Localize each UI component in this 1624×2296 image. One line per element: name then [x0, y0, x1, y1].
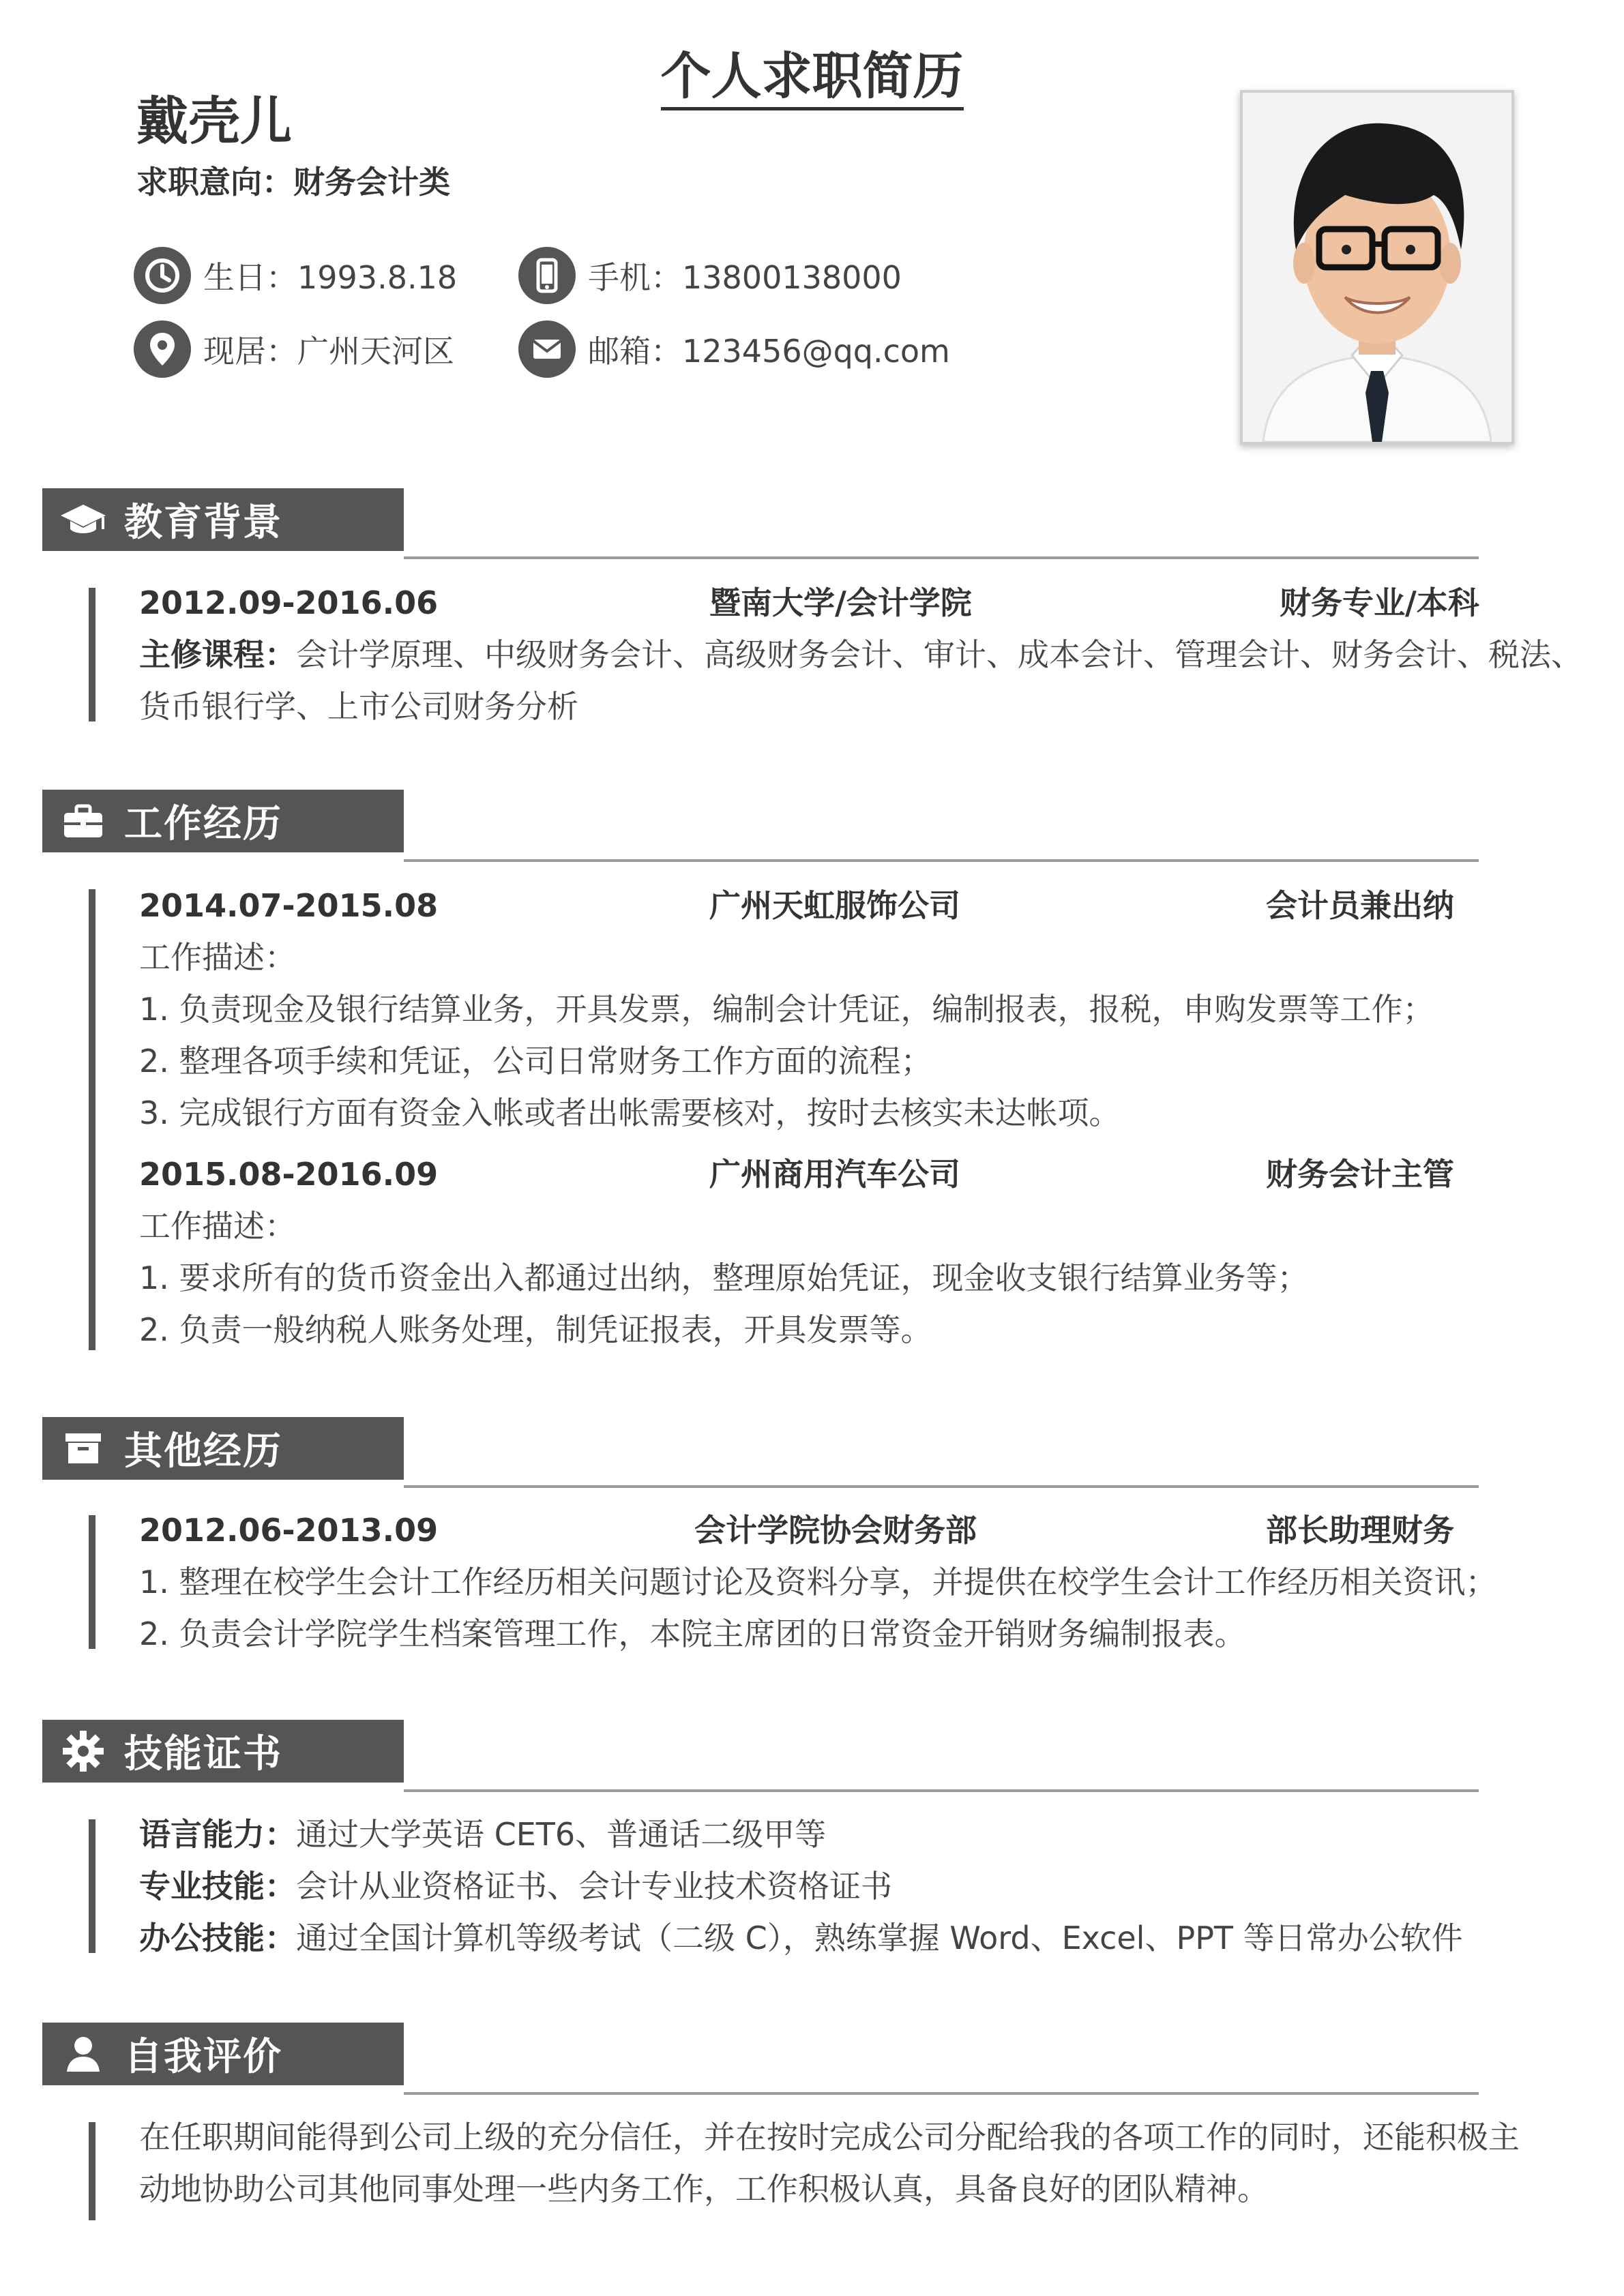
- gear-icon: [42, 1720, 124, 1783]
- profile-photo: [1240, 90, 1514, 445]
- job-2-item-2: 2. 负责一般纳税人账务处理，制凭证报表，开具发票等。: [139, 1311, 932, 1348]
- section-header-other: [42, 1417, 404, 1480]
- clock-icon: [134, 247, 191, 304]
- phone-icon: [518, 247, 576, 304]
- other-item-2: 2. 负责会计学院学生档案管理工作，本院主席团的日常资金开销财务编制报表。: [139, 1615, 1246, 1652]
- job-2-desc-label: 工作描述：: [139, 1208, 296, 1244]
- briefcase-icon: [42, 790, 124, 852]
- email-text: 邮箱：123456@qq.com: [588, 333, 950, 370]
- education-degree: 财务专业/本科: [1280, 584, 1479, 621]
- self-eval-line1: 在任职期间能得到公司上级的充分信任，并在按时完成公司分配给我的各项工作的同时，还能积极主: [139, 2119, 1520, 2156]
- archive-box-icon: [42, 1417, 124, 1480]
- education-courses: [139, 629, 1582, 681]
- section-header-skills: [42, 1720, 404, 1783]
- other-date: 2012.06-2013.09: [139, 1512, 439, 1549]
- education-date: 2012.09-2016.06: [139, 584, 439, 621]
- envelope-icon: [518, 320, 576, 378]
- section-header-self: [42, 2023, 404, 2085]
- accent-bar-education: [89, 588, 95, 721]
- accent-bar-self: [89, 2122, 95, 2220]
- job-1-date: 2014.07-2015.08: [139, 887, 439, 924]
- job-1-role: 会计员兼出纳: [1266, 887, 1454, 924]
- job-2-date: 2015.08-2016.09: [139, 1156, 439, 1193]
- skill-office: [139, 1912, 1463, 1964]
- divider-work: [404, 859, 1479, 862]
- skill-professional-value: 会计从业资格证书、会计专业技术资格证书: [296, 1868, 892, 1905]
- divider-other: [404, 1485, 1479, 1488]
- job-1-desc-label: 工作描述：: [139, 939, 296, 976]
- phone-text: 手机：13800138000: [588, 259, 902, 296]
- courses-line1: 会计学原理、中级财务会计、高级财务会计、审计、成本会计、管理会计、财务会计、税法、: [296, 636, 1582, 673]
- accent-bar-other: [89, 1515, 95, 1649]
- section-title-skills: 技能证书: [124, 1732, 282, 1776]
- info-birthday: [134, 245, 457, 305]
- job-intent: 求职意向：财务会计类: [136, 164, 450, 200]
- section-title-education: 教育背景: [124, 501, 282, 545]
- info-email: [518, 319, 950, 379]
- divider-education: [404, 556, 1479, 559]
- job-1-item-3: 3. 完成银行方面有资金入帐或者出帐需要核对，按时去核实未达帐项。: [139, 1094, 1121, 1131]
- info-location: [134, 319, 454, 379]
- location-text: 现居：广州天河区: [203, 333, 454, 370]
- skill-professional-label: 专业技能：: [139, 1868, 296, 1905]
- info-phone: [518, 245, 902, 305]
- accent-bar-work: [89, 889, 95, 1350]
- accent-bar-skills: [89, 1819, 95, 1953]
- divider-self: [404, 2092, 1479, 2095]
- education-courses-cont: 货币银行学、上市公司财务分析: [139, 688, 578, 725]
- skill-office-value: 通过全国计算机等级考试（二级 C），熟练掌握 Word、Excel、PPT 等日常办公软件: [296, 1920, 1463, 1956]
- skill-office-label: 办公技能：: [139, 1920, 296, 1956]
- job-2-role: 财务会计主管: [1266, 1156, 1454, 1193]
- section-header-education: [42, 488, 404, 551]
- job-2-header: [139, 1148, 1490, 1200]
- skill-language: [139, 1808, 826, 1860]
- courses-label: 主修课程：: [139, 636, 296, 673]
- candidate-name: 戴壳儿: [136, 91, 292, 151]
- section-title-self: 自我评价: [124, 2035, 282, 2079]
- graduation-cap-icon: [42, 488, 124, 551]
- location-pin-icon: [134, 320, 191, 378]
- job-1-header: [139, 880, 1490, 931]
- self-eval-line2: 动地协助公司其他同事处理一些内务工作，工作积极认真，具备良好的团队精神。: [139, 2171, 1269, 2207]
- birthday-text: 生日：1993.8.18: [203, 259, 458, 296]
- section-header-work: [42, 790, 404, 852]
- other-org: 会计学院协会财务部: [694, 1512, 977, 1549]
- job-2-company: 广州商用汽车公司: [709, 1156, 960, 1193]
- other-role: 部长助理财务: [1266, 1512, 1454, 1549]
- other-item-1: 1. 整理在校学生会计工作经历相关问题讨论及资料分享，并提供在校学生会计工作经历相关资讯；: [139, 1564, 1497, 1600]
- section-title-other: 其他经历: [124, 1429, 282, 1474]
- education-school: 暨南大学/会计学院: [709, 584, 972, 621]
- skill-language-label: 语言能力：: [139, 1816, 296, 1853]
- job-1-company: 广州天虹服饰公司: [709, 887, 960, 924]
- section-title-work: 工作经历: [124, 802, 282, 846]
- other-entry: [139, 1504, 1490, 1556]
- divider-skills: [404, 1789, 1479, 1792]
- document-title: 个人求职简历: [0, 42, 1624, 110]
- job-1-item-1: 1. 负责现金及银行结算业务，开具发票，编制会计凭证，编制报表，报税，申购发票等工作；: [139, 991, 1434, 1028]
- education-entry: [139, 577, 1490, 629]
- job-1-item-2: 2. 整理各项手续和凭证，公司日常财务工作方面的流程；: [139, 1043, 932, 1079]
- skill-language-value: 通过大学英语 CET6、普通话二级甲等: [296, 1816, 827, 1853]
- job-2-item-1: 1. 要求所有的货币资金出入都通过出纳，整理原始凭证，现金收支银行结算业务等；: [139, 1259, 1309, 1296]
- skill-professional: [139, 1860, 892, 1912]
- person-icon: [42, 2023, 124, 2085]
